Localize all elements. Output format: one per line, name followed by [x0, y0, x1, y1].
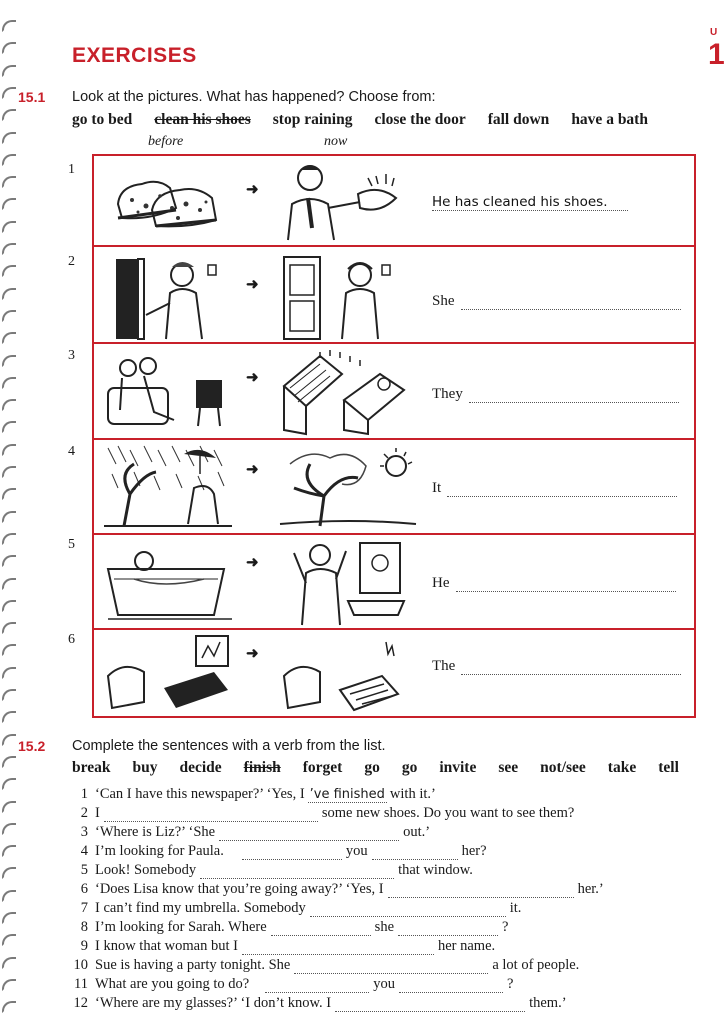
sentence [72, 957, 579, 974]
spiral-ring [2, 332, 16, 344]
spiral-ring [2, 533, 16, 545]
dirty-shoes-illustration [112, 164, 222, 232]
answer-blank[interactable] [310, 905, 506, 917]
spiral-ring [2, 667, 16, 679]
sentence [72, 900, 521, 917]
man-cleaning-shoes-illustration [280, 158, 406, 240]
sentence-text: them.’ [529, 995, 567, 1011]
spiral-ring [2, 243, 16, 255]
spiral-ring [2, 87, 16, 99]
arrow-icon: ➜ [246, 462, 259, 478]
sentence-text: What are you going to do? [95, 976, 250, 992]
spiral-ring [2, 109, 16, 121]
sentence-text: she [374, 919, 395, 935]
word-item: buy [132, 759, 158, 776]
sentence-text: with it.’ [389, 786, 436, 802]
answer-blank[interactable] [399, 981, 503, 993]
answer-blank[interactable] [447, 483, 677, 497]
sentence-text: that window. [398, 862, 473, 878]
sentence-text: you [345, 843, 368, 859]
word-item: go [364, 759, 380, 776]
answer-blank[interactable] [456, 578, 676, 592]
answer-line [432, 386, 679, 403]
item-number: 6 [68, 632, 75, 647]
spiral-ring [2, 555, 16, 567]
sentence-text: I [95, 805, 100, 821]
spiral-ring [2, 979, 16, 991]
answer-blank[interactable] [271, 924, 371, 936]
spiral-ring [2, 756, 16, 768]
picture-row [94, 628, 694, 716]
word-item: fall down [487, 111, 550, 128]
answer-blank[interactable] [294, 962, 488, 974]
word-item: go [401, 759, 418, 776]
answer-blank[interactable] [398, 924, 498, 936]
answer-line [432, 480, 677, 497]
spiral-ring [2, 488, 16, 500]
sentence [72, 976, 513, 993]
spiral-ring [2, 132, 16, 144]
word-list-15-1 [72, 111, 648, 129]
sentence-text: a lot of people. [492, 957, 580, 973]
spiral-ring [2, 176, 16, 188]
sentence-text: you [373, 976, 395, 992]
exercise-instruction-15-1: Look at the pictures. What has happened? Choose from: [72, 89, 436, 105]
sentence [72, 805, 574, 822]
sentence-text: ‘Where are my glasses?’ ‘I don’t know. I [95, 995, 332, 1011]
exercise-number-15-2: 15.2 [18, 738, 46, 754]
item-number: 3 [68, 348, 75, 363]
spiral-ring [2, 912, 16, 924]
sentence-number: 4 [80, 843, 88, 859]
picture-row [94, 156, 694, 245]
sentence-text: her? [461, 843, 487, 859]
unit-tab-letter: U [710, 27, 718, 38]
spiral-ring [2, 734, 16, 746]
arrow-icon: ➜ [246, 646, 259, 662]
word-item: close the door [374, 111, 466, 128]
answer-prefix: He [432, 575, 450, 591]
sentence-text: I can’t find my umbrella. Somebody [95, 900, 306, 916]
sentence-text: ‘Where is Liz?’ ‘She [95, 824, 216, 840]
answer-blank[interactable] [461, 296, 681, 310]
spiral-ring [2, 265, 16, 277]
spiral-ring [2, 957, 16, 969]
spiral-ring [2, 600, 16, 612]
spiral-ring [2, 622, 16, 634]
sentence-number: 10 [73, 957, 88, 973]
sentence-text: some new shoes. Do you want to see them? [321, 805, 575, 821]
column-label-now: now [324, 134, 348, 149]
sentence-number: 11 [74, 976, 88, 992]
spiral-ring [2, 934, 16, 946]
answer-handwritten[interactable]: ’ve finished [309, 787, 385, 802]
word-list-15-2 [72, 759, 679, 777]
arrow-icon: ➜ [246, 182, 259, 198]
spiral-ring [2, 444, 16, 456]
answer-blank[interactable] [335, 1000, 525, 1012]
spiral-ring [2, 778, 16, 790]
couple-watching-tv-illustration [104, 350, 228, 434]
answer-blank[interactable] [469, 389, 679, 403]
word-item: go to bed [72, 111, 133, 128]
rain-storm-illustration [104, 444, 232, 528]
spiral-ring [2, 198, 16, 210]
sentence-text: ? [506, 976, 514, 992]
item-number: 4 [68, 444, 75, 459]
spiral-ring [2, 466, 16, 478]
spiral-ring [2, 801, 16, 813]
sentence-text: her name. [437, 938, 496, 954]
answer-prefix: She [432, 293, 455, 309]
answer-blank[interactable] [461, 661, 681, 675]
sentence-text: I know that woman but I [95, 938, 238, 954]
couple-in-beds-illustration [280, 350, 408, 434]
answer-blank[interactable] [388, 886, 574, 898]
spiral-ring [2, 399, 16, 411]
spiral-ring [2, 355, 16, 367]
picture-row [94, 533, 694, 628]
sentence [72, 938, 495, 955]
sentence [72, 919, 508, 936]
arrow-icon: ➜ [246, 555, 259, 571]
man-drying-at-mirror-illustration [280, 537, 406, 625]
page-title: EXERCISES [72, 44, 197, 67]
sentence [72, 862, 473, 879]
sentence-number: 8 [80, 919, 88, 935]
unit-tab-number: 1 [708, 38, 725, 71]
word-item: forget [302, 759, 343, 776]
spiral-ring [2, 288, 16, 300]
spiral-ring [2, 867, 16, 879]
spiral-ring [2, 578, 16, 590]
spiral-ring [2, 711, 16, 723]
answer-line [432, 293, 681, 310]
man-in-bath-illustration [104, 539, 236, 623]
column-label-before: before [148, 134, 184, 149]
word-item: take [607, 759, 637, 776]
sentence-text: ? [502, 919, 509, 935]
woman-opening-door-illustration [112, 253, 226, 339]
word-item: tell [658, 759, 679, 776]
arrow-icon: ➜ [246, 277, 259, 293]
spiral-ring [2, 845, 16, 857]
word-item: invite [439, 759, 477, 776]
tree-sunshine-illustration [280, 444, 416, 528]
woman-closed-door-illustration [280, 253, 392, 339]
item-number: 1 [68, 162, 75, 177]
spiral-ring [2, 511, 16, 523]
picture-row [94, 245, 694, 342]
spiral-ring [2, 310, 16, 322]
spiral-ring [2, 377, 16, 389]
spiral-ring [2, 221, 16, 233]
arrow-icon: ➜ [246, 370, 259, 386]
sentence-text: ‘Can I have this newspaper?’ ‘Yes, I [95, 786, 305, 802]
sentence-text: out.’ [403, 824, 431, 840]
sentence-text: her.’ [577, 881, 604, 897]
answer-prefix: The [432, 658, 456, 674]
answer-prefix: They [432, 386, 463, 402]
answer-line [432, 658, 681, 675]
sentence-number: 2 [80, 805, 88, 821]
exercise-instruction-15-2: Complete the sentences with a verb from the list. [72, 738, 386, 754]
picture-row [94, 438, 694, 533]
sentence-number: 7 [80, 900, 88, 916]
sentence-text: Look! Somebody [95, 862, 197, 878]
word-item: stop raining [272, 111, 353, 128]
spiral-ring [2, 890, 16, 902]
fallen-picture-illustration [280, 632, 408, 714]
word-item-struck: finish [243, 759, 281, 776]
picture-on-wall-illustration [104, 632, 234, 714]
spiral-ring [2, 689, 16, 701]
sentence-number: 5 [80, 862, 88, 878]
answer-blank[interactable] [242, 943, 434, 955]
sentence-number: 9 [80, 938, 88, 954]
word-item: not/see [540, 759, 586, 776]
answer-blank[interactable] [265, 981, 369, 993]
picture-row [94, 342, 694, 438]
spiral-ring [2, 1001, 16, 1013]
sentence-number: 3 [80, 824, 88, 840]
unit-tab [708, 27, 725, 78]
sentence-text: I’m looking for Sarah. Where [95, 919, 267, 935]
answer-line [432, 575, 676, 592]
spiral-ring [2, 42, 16, 54]
picture-table [92, 154, 696, 718]
spiral-ring [2, 65, 16, 77]
word-item: have a bath [571, 111, 648, 128]
spiral-binding [0, 20, 22, 1030]
answer-line [432, 194, 628, 211]
sentence-text: Sue is having a party tonight. She [95, 957, 291, 973]
answer-blank[interactable] [200, 867, 394, 879]
sentence [72, 843, 487, 860]
sentence-number: 6 [80, 881, 88, 897]
spiral-ring [2, 421, 16, 433]
word-item-struck: clean his shoes [154, 111, 251, 128]
sentence-number: 1 [80, 786, 88, 802]
word-item: break [72, 759, 111, 776]
sentence [72, 881, 604, 898]
answer-blank[interactable] [104, 810, 318, 822]
answer-handwritten[interactable]: He has cleaned his shoes. [432, 194, 628, 211]
sentence-text: it. [509, 900, 522, 916]
spiral-ring [2, 644, 16, 656]
sentence [72, 786, 436, 803]
word-item: see [498, 759, 519, 776]
sentence [72, 995, 567, 1012]
sentence-text: I’m looking for Paula. [95, 843, 224, 859]
sentence-number: 12 [73, 995, 88, 1011]
exercise-number-15-1: 15.1 [18, 89, 46, 105]
spiral-ring [2, 20, 16, 32]
answer-blank[interactable] [242, 848, 342, 860]
word-item: decide [179, 759, 222, 776]
answer-prefix: It [432, 480, 442, 496]
item-number: 2 [68, 254, 75, 269]
answer-blank[interactable] [219, 829, 399, 841]
item-number: 5 [68, 537, 75, 552]
spiral-ring [2, 154, 16, 166]
sentence [72, 824, 430, 841]
sentence-text: ‘Does Lisa know that you’re going away?’ ‘Yes, I [95, 881, 384, 897]
spiral-ring [2, 823, 16, 835]
answer-blank[interactable] [372, 848, 458, 860]
